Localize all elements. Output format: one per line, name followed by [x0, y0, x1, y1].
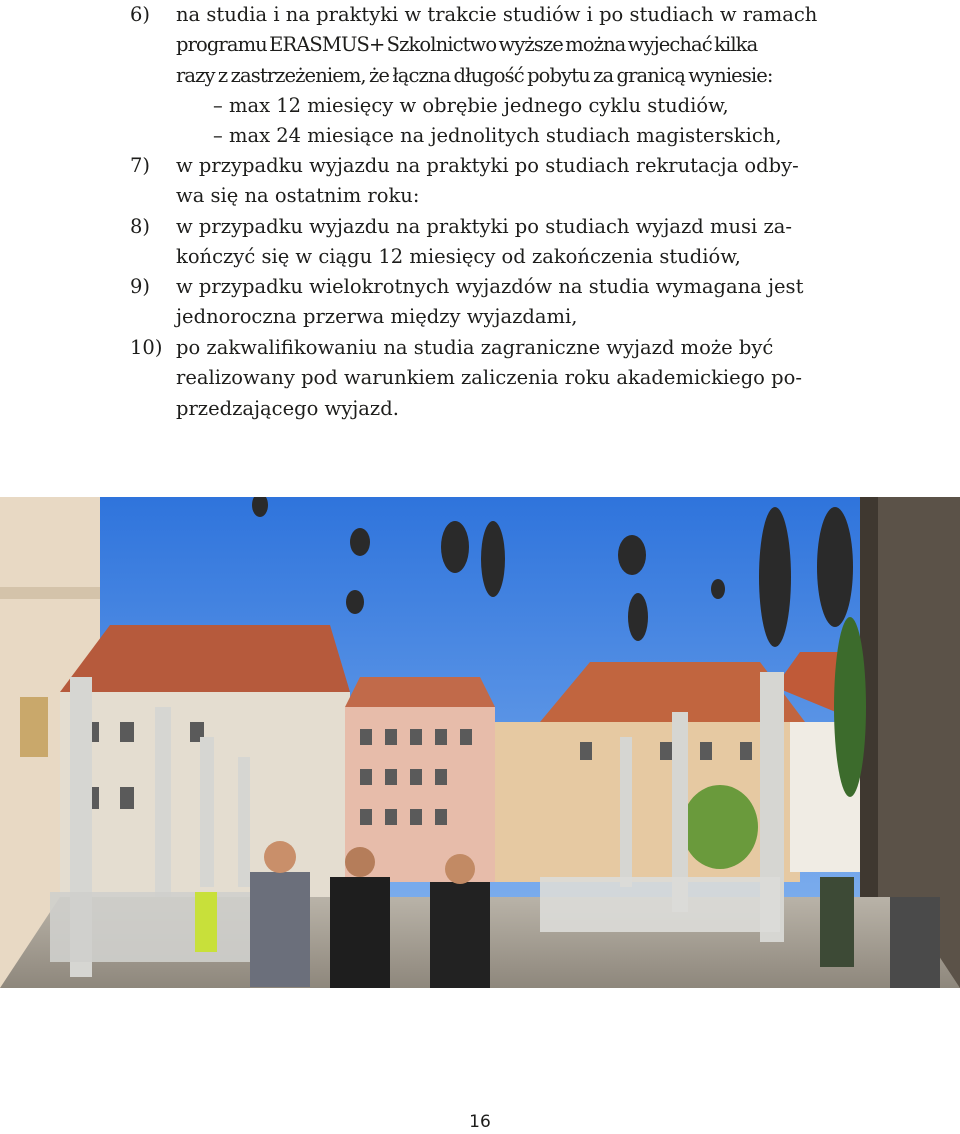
- list-number: 6): [130, 3, 151, 26]
- list-item: [130, 333, 830, 424]
- roof: [60, 625, 350, 692]
- page-number: 16: [469, 1112, 491, 1132]
- photo-illustration: [0, 497, 960, 988]
- list-number: 10): [130, 336, 163, 359]
- text-line: w przypadku wyjazdu na praktyki po studiach rekrutacja odby-: [176, 154, 799, 177]
- text-line: na studia i na praktyki w trakcie studiów i po studiach w ramach: [176, 3, 818, 26]
- street-photo: [0, 497, 960, 988]
- list-number: 7): [130, 154, 151, 177]
- list-number: 8): [130, 215, 151, 238]
- sub-item: – max 24 miesiące na jednolitych studiach magisterskich,: [213, 124, 782, 147]
- text-line: w przypadku wyjazdu na praktyki po studiach wyjazd musi za-: [176, 215, 792, 238]
- roof: [345, 677, 495, 707]
- text-line: razy z zastrzeżeniem, że łączna długość pobytu za granicą wyniesie:: [176, 63, 773, 87]
- list-item: [130, 272, 830, 333]
- list-item: [130, 151, 830, 212]
- building: [495, 722, 800, 882]
- text-line: po zakwalifikowaniu na studia zagraniczne wyjazd może być: [176, 336, 774, 359]
- text-line: w przypadku wielokrotnych wyjazdów na studia wymagana jest: [176, 275, 804, 298]
- text-line: programu ERASMUS+ Szkolnictwo wyższe można wyjechać kilka: [176, 33, 758, 57]
- text-line: realizowany pod warunkiem zaliczenia roku akademickiego po-: [176, 366, 802, 390]
- list-item: [130, 212, 830, 273]
- sub-item: – max 12 miesięcy w obrębie jednego cyklu studiów,: [213, 94, 729, 117]
- list-item: [130, 0, 830, 91]
- text-line: kończyć się w ciągu 12 miesięcy od zakończenia studiów,: [176, 245, 741, 269]
- text-line: jednoroczna przerwa między wyjazdami,: [176, 305, 578, 329]
- text-line: przedzającego wyjazd.: [176, 396, 399, 420]
- text-line: wa się na ostatnim roku:: [176, 184, 420, 208]
- list-number: 9): [130, 275, 151, 298]
